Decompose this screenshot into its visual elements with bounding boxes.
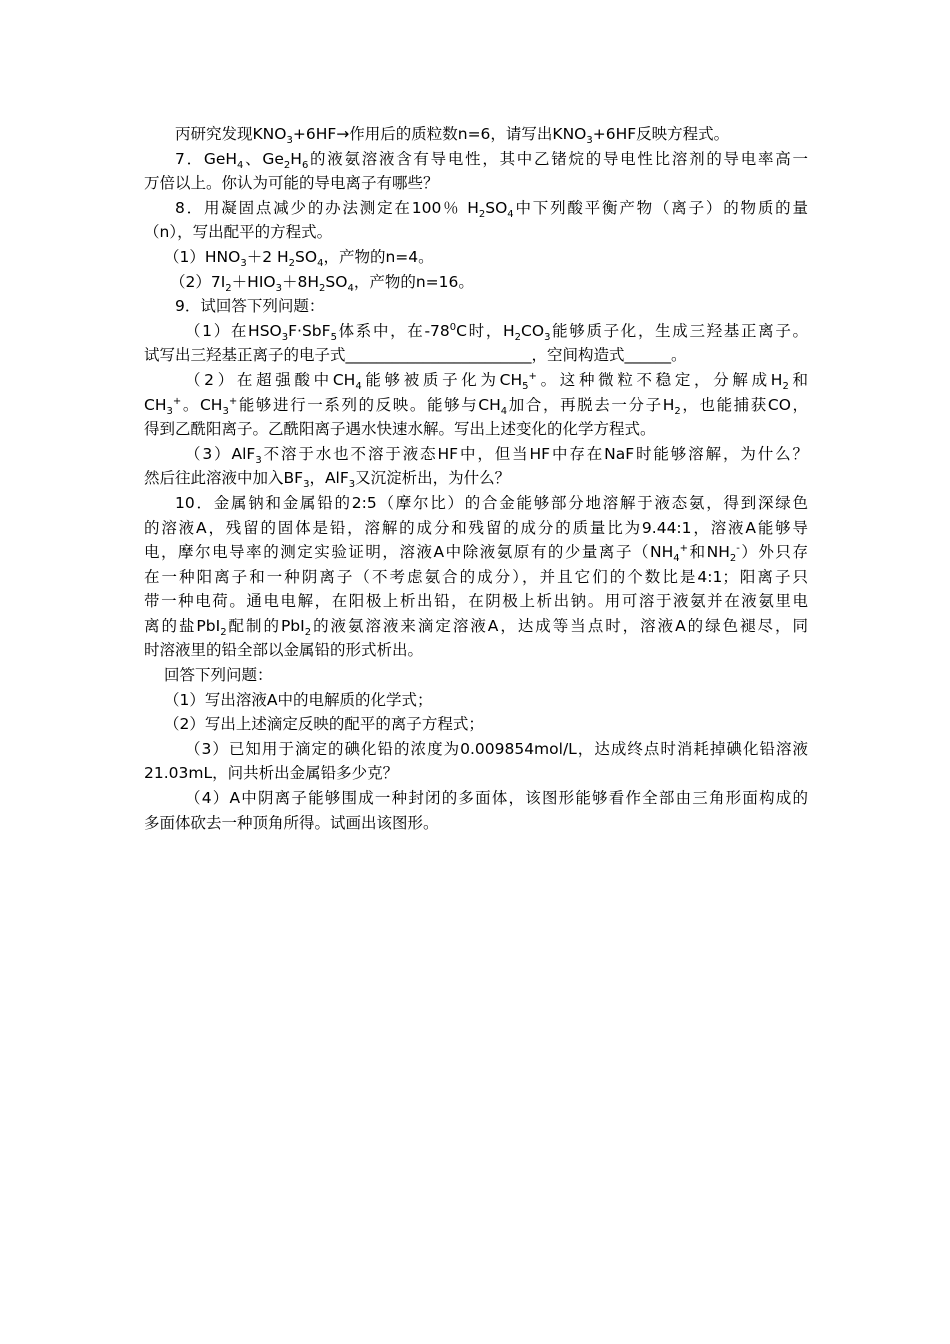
document-body: [144, 122, 808, 835]
text-line: （3）AlF$_3$不溶于水也不溶于液态HF中，但当HF中存在NaF时能够溶解，为什么？: [185, 444, 809, 466]
text-line: 得到乙酰阳离子。乙酰阳离子遇水快速水解。写出上述变化的化学方程式。: [144, 420, 656, 439]
text-line: 在一种阳离子和一种阴离子（不考虑氨合的成分），并且它们的个数比是4:1；阳离子只: [144, 567, 808, 586]
text-line: $(2)7I_2+HIO_3+8H_2SO_4$，产物的n=16。: [170, 272, 474, 294]
text-line: $CH_3^+$。$CH_3^+$能够进行一系列的反映。能够与$CH_4$加合，再脱去一分子$H_2$，也能捕获CO，: [144, 395, 809, 417]
text-line: 21.03mL，问共析出金属铅多少克？: [144, 764, 399, 783]
text-line: 电，摩尔电导率的测定实验证明，溶液A中除液氨原有的少量离子（$NH_4^+$和$NH_2^-$）外只存: [144, 542, 808, 565]
text-line: $(1)HNO_3+2$ $H_2SO_4$，产物的n=4。: [164, 247, 434, 270]
text-line: （2）在超强酸中$CH_4$能够被质子化为$CH_5^+$。这种微粒不稳定，分解成$H_2$和: [185, 370, 809, 393]
text-line: 丙研究发现$KNO_3+6HF\to$作用后的质粒数n=6，请写出$KNO_3+6HF$反映方程式。: [175, 125, 730, 147]
text-line: 然后往此溶液中加入$BF_3$，AlF$_3$又沉淀析出，为什么？: [144, 469, 511, 491]
text-line: 多面体砍去一种顶角所得。试画出该图形。: [144, 813, 439, 832]
text-line: 7．GeH$_4$、$Ge_2H_6$的液氨溶液含有导电性，其中乙锗烷的导电性比溶剂的导电率高一: [175, 149, 808, 171]
text-line: 10．金属钠和金属铅的2:5（摩尔比）的合金能够部分地溶解于液态氨，得到深绿色: [175, 493, 808, 512]
text-line: 8．用凝固点减少的办法测定在100％ $H_2SO_4$中下列酸平衡产物（离子）的物质的量: [175, 198, 808, 220]
text-line: 万倍以上。你认为可能的导电离子有哪些？: [144, 174, 439, 193]
text-line: 9．试回答下列问题：: [175, 297, 325, 316]
text-line: 带一种电荷。通电电解，在阳极上析出铅，在阴极上析出钠。用可溶于液氨并在液氨里电: [144, 592, 808, 611]
text-line: 离的盐PbI$_2$配制的PbI$_2$的液氨溶液来滴定溶液A，达成等当点时，溶液A的绿色褪尽，同: [144, 616, 808, 638]
text-line: （2）写出上述滴定反映的配平的离子方程式；: [164, 715, 484, 734]
text-line: 回答下列问题：: [164, 666, 273, 685]
text-line: 时溶液里的铅全部以金属铅的形式析出。: [144, 641, 424, 660]
text-line: （1）写出溶液A中的电解质的化学式；: [164, 690, 433, 709]
text-line: 的溶液A，残留的固体是铅，溶解的成分和残留的成分的质量比为9.44:1，溶液A能够导: [144, 518, 808, 537]
text-line: （1）在$HSO_3F\cdot SbF_5$体系中，在$-78^0C$时，$H_2CO_3$能够质子化，生成三羟基正离子。: [185, 321, 808, 343]
text-line: 试写出三羟基正离子的电子式________________________，空间构造式______。: [144, 346, 687, 365]
text-line: （3）已知用于滴定的碘化铅的浓度为0.009854mol/L，达成终点时消耗掉碘化铅溶液: [185, 739, 808, 758]
text-line: （n），写出配平的方程式。: [144, 223, 333, 242]
text-line: （4）A中阴离子能够围成一种封闭的多面体，该图形能够看作全部由三角形面构成的: [185, 789, 808, 808]
